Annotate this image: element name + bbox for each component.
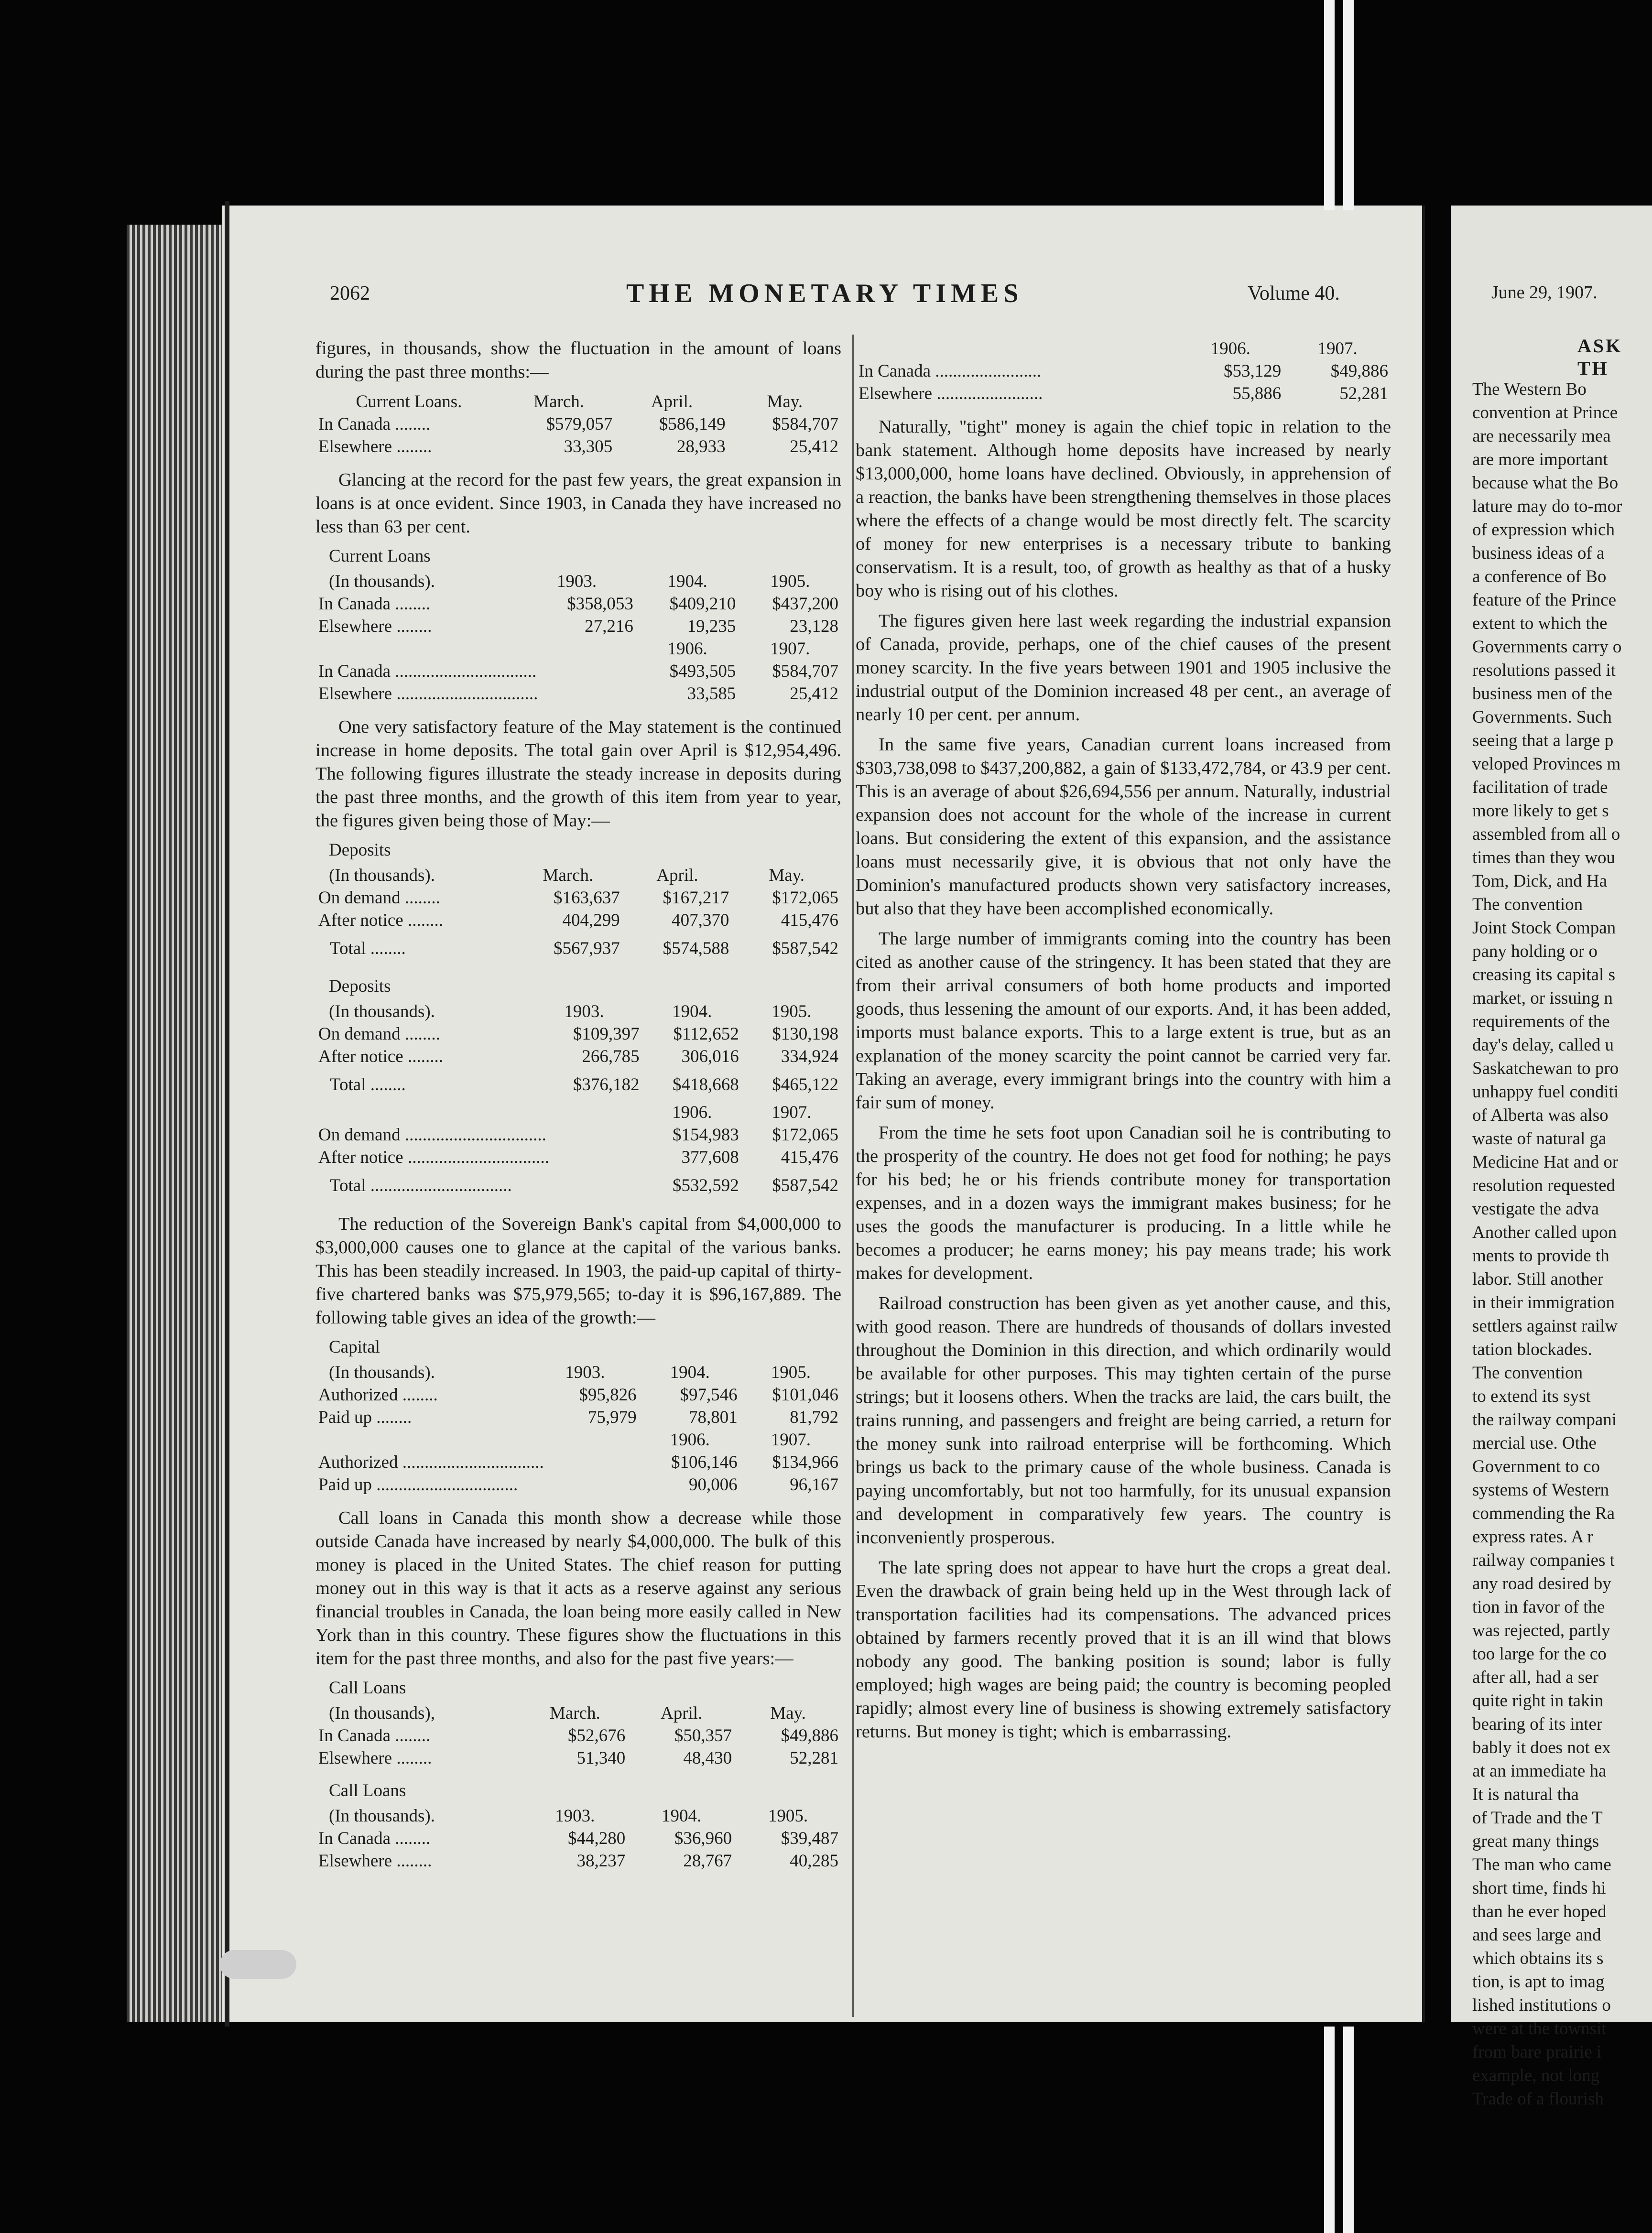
next-page-line: The convention [1472, 895, 1583, 914]
cell: $39,487 [781, 1829, 838, 1848]
cell: 51,340 [576, 1748, 626, 1768]
paragraph: The late spring does not appear to have hurt the crops a great deal. Even the drawback of grain being held up in the West through lack of transportation facilities had its compensations. The advanced prices obtained by farmers recently proved that it is an ill wind that blows nobody any good. The banking position is sound; labor is fully employed; high wages are being paid; the country is becoming peopled rapidly; almost every line of business is showing extremely satisfactory returns. But money is tight; which is embarrassing. [856, 1558, 1391, 1742]
table-label: (In thousands). [329, 1806, 435, 1826]
table-row [315, 1827, 841, 1850]
capital-table [315, 1361, 841, 1496]
cell: 38,237 [576, 1851, 626, 1871]
next-page-line: market, or issuing n [1472, 988, 1613, 1008]
cell: 52,281 [1339, 384, 1388, 403]
cell: $49,886 [781, 1726, 838, 1745]
table-row [315, 1747, 841, 1769]
cell: $579,057 [546, 414, 613, 434]
table-row [315, 909, 841, 932]
table-row [315, 413, 841, 435]
row-label: After notice ........ [318, 911, 443, 930]
next-page-line: more likely to get s [1472, 801, 1609, 821]
column-header: 1903. [556, 572, 597, 591]
next-page-line: any road desired by [1472, 1574, 1611, 1593]
cell: 25,412 [790, 437, 838, 456]
table-label: Call Loans [329, 1678, 406, 1698]
cell: $172,065 [772, 1125, 838, 1145]
table-row [315, 683, 841, 705]
cell: 415,476 [781, 911, 838, 930]
column-header: May. [770, 1703, 806, 1723]
cell: 377,608 [681, 1148, 739, 1167]
next-page-line: Joint Stock Compan [1472, 918, 1616, 938]
cell: $409,210 [669, 594, 736, 614]
table-row [315, 660, 841, 683]
cell: 25,412 [790, 684, 838, 704]
row-label: Total ........ [330, 938, 406, 958]
column-header: 1906. [670, 1430, 710, 1450]
row-label: Elsewhere ................................ [318, 684, 538, 704]
next-page-line: after all, had a ser [1472, 1668, 1598, 1687]
row-label: Paid up ................................ [318, 1475, 518, 1495]
cell: 415,476 [781, 1148, 838, 1167]
cell: $584,707 [772, 661, 838, 681]
page-fold [220, 1950, 296, 1979]
next-page-line: mercial use. Othe [1472, 1433, 1597, 1453]
row-label: Paid up ........ [318, 1408, 412, 1427]
cell: 33,305 [564, 437, 613, 456]
next-page-line: because what the Bo [1472, 473, 1619, 493]
cell: $465,122 [772, 1074, 838, 1095]
row-label: In Canada ........ [318, 414, 431, 434]
table-row [315, 615, 841, 638]
total-row [315, 1068, 841, 1101]
table-label: Call Loans [329, 1781, 406, 1800]
table-label: Current Loans [329, 546, 431, 566]
column-header: 1905. [770, 572, 810, 591]
next-page-line: are necessarily mea [1472, 426, 1611, 446]
table-row [315, 1023, 841, 1045]
table-row [315, 1474, 841, 1496]
table-row [315, 1451, 841, 1474]
column-header: 1907. [770, 639, 810, 659]
next-page-line: times than they wou [1472, 848, 1616, 867]
column-header: March. [533, 392, 584, 412]
cell: $574,588 [663, 938, 729, 958]
next-page-line: from bare prairie i [1472, 2042, 1602, 2062]
paragraph: Naturally, "tight" money is again the chief topic in relation to the bank statement. Although home deposits have increased by nearly $13,000,000, home loans have declined. Obviously, in apprehension of a reaction, the banks have been strengthening themselves in those places where the effects of a change would be most directly felt. The scarcity of money for new enterprises is a necessary tribute to banking conservatism. It is a result, too, of growth as healthy as that of a husky boy who is rising out of his clothes. [856, 417, 1391, 601]
paragraph: Railroad construction has been given as yet another cause, and this, with good reason. There are hundreds of thousands of dollars invested throughout the Dominion in this direction, and which ordinarily would be available for other purposes. This may tighten certain of the purse strings; but it loosens others. When the tracks are laid, the cars built, the trains running, and passengers and freight are being carried, a return for the money sunk into railroad enterprise will be forthcoming. Which brings us back to the primary cause of the whole business. Canada is paying uncomfortably, but not too harmfully, for its unusual expansion and development in comparatively few years. The country is inconveniently prosperous. [856, 1293, 1391, 1548]
next-page-column [1472, 378, 1652, 2111]
total-row [315, 1169, 841, 1202]
cell: $52,676 [567, 1726, 626, 1745]
cell: $49,886 [1330, 361, 1388, 381]
next-page-line: The man who came [1472, 1855, 1611, 1875]
cell: $106,146 [671, 1453, 738, 1472]
call-loans-1906-1907-table [856, 337, 1391, 405]
table-row [315, 1124, 841, 1146]
page-gutter [225, 201, 229, 2027]
cell: 52,281 [790, 1748, 838, 1768]
next-page-line: Medicine Hat and or [1472, 1152, 1619, 1172]
column-header: 1905. [772, 1002, 812, 1021]
row-label: In Canada ........................ [859, 361, 1042, 381]
cell: 48,430 [683, 1748, 732, 1768]
cell: 19,235 [687, 617, 736, 636]
row-label: Total ................................ [330, 1175, 512, 1195]
next-page-line: a conference of Bo [1472, 567, 1607, 586]
next-page-line: at an immediate ha [1472, 1761, 1607, 1781]
paragraph: One very satisfactory feature of the May statement is the continued increase in home deposits. The total gain over April is $12,954,496. The following figures illustrate the steady increase in deposits during the past three months, and the growth of this item from year to year, the figures given being those of May:— [315, 717, 841, 831]
cell: $112,652 [673, 1024, 739, 1044]
table-row [315, 435, 841, 458]
paragraph: From the time he sets foot upon Canadian soil he is contributing to the prosperity of the country. He does not get food for nothing; he pays for his bed; he or his friends contribute money for transportation expenses, and in a dozen ways the immigrant makes business; for he uses the goods the manufacturer is producing. In a little while he becomes a producer; he earns money; his pay means trade; his work makes for development. [856, 1123, 1391, 1283]
call-loans-monthly-table [315, 1702, 841, 1769]
cell: 90,006 [689, 1475, 738, 1495]
paragraph: Glancing at the record for the past few years, the great expansion in loans is at once evident. Since 1903, in Canada they have increased no less than 63 per cent. [315, 470, 841, 537]
paragraph: The reduction of the Sovereign Bank's capital from $4,000,000 to $3,000,000 causes one to glance at the capital of the various banks. This has been steadily increased. In 1903, the paid-up capital of thirty-five chartered banks was $75,979,565; to-day it is $96,167,889. The following table gives an idea of the growth:— [315, 1214, 841, 1328]
next-page-line: of Trade and the T [1472, 1808, 1603, 1828]
row-label: Authorized ................................ [318, 1453, 544, 1472]
next-page-line: labor. Still another [1472, 1269, 1604, 1289]
cell: $36,960 [674, 1829, 732, 1848]
next-page-line: quite right in takin [1472, 1691, 1604, 1711]
next-page-line: feature of the Prince [1472, 590, 1616, 610]
next-page-line: was rejected, partly [1472, 1621, 1610, 1640]
next-page-line: and sees large and [1472, 1925, 1601, 1945]
scan-bar [1343, 2027, 1354, 2233]
table-row [315, 593, 841, 615]
cell: $418,668 [673, 1074, 739, 1095]
row-label: In Canada ........ [318, 1726, 431, 1745]
cell: $376,182 [573, 1074, 640, 1095]
cell: 266,785 [582, 1047, 640, 1066]
next-page-line: great many things [1472, 1832, 1599, 1851]
row-label: Elsewhere ........................ [859, 384, 1043, 403]
column-header: April. [656, 866, 698, 885]
cell: $44,280 [567, 1829, 626, 1848]
next-page-line: day's delay, called u [1472, 1035, 1614, 1055]
call-loans-yearly-table [315, 1805, 841, 1872]
next-page-line: Government to co [1472, 1457, 1600, 1476]
column-header: 1907. [1317, 339, 1358, 358]
next-page-line: requirements of the [1472, 1012, 1610, 1031]
next-page-line: resolution requested [1472, 1176, 1615, 1195]
next-page-line: Another called upon [1472, 1223, 1617, 1242]
cell: $134,966 [772, 1453, 838, 1472]
next-page-line: Governments. Such [1472, 707, 1612, 727]
row-label: In Canada ................................ [318, 661, 537, 681]
cell: 33,585 [687, 684, 736, 704]
column-header: April. [660, 1703, 703, 1723]
row-label: On demand ................................ [318, 1125, 546, 1145]
cell: $358,053 [567, 594, 633, 614]
table-label: Capital [329, 1337, 380, 1357]
next-page-line: ments to provide th [1472, 1246, 1609, 1266]
table-row [315, 1850, 841, 1872]
next-page-line: The Western Bo [1472, 379, 1587, 399]
volume-label: Volume 40. [1248, 282, 1340, 304]
row-label: Total ........ [330, 1074, 406, 1095]
column-header: 1906. [667, 639, 707, 659]
paragraph: The large number of immigrants coming into the country has been cited as another cause of the stringency. It has been stated that they are from their arrival consumers of both home products and imported goods, thus lessening the amount of our exports. And, it has been added, imports must balance exports. This to a large extent is true, but as an explanation of the money scarcity the point cannot be carried very far. Taking an average, every immigrant brings into the country with him a fair sum of money. [856, 929, 1391, 1113]
next-page-line: convention at Prince [1472, 403, 1618, 423]
table-label: Deposits [329, 840, 391, 860]
next-page-line: of expression which [1472, 520, 1615, 540]
cell: 404,299 [562, 911, 620, 930]
cell: $101,046 [772, 1385, 838, 1405]
cell: $586,149 [659, 414, 726, 434]
next-page-line: settlers against railw [1472, 1316, 1618, 1336]
cell: $154,983 [673, 1125, 739, 1145]
next-page-line: lished institutions o [1472, 1995, 1611, 2015]
table-row [856, 382, 1391, 405]
column-header: March. [549, 1703, 600, 1723]
next-page-line: pany holding or o [1472, 942, 1598, 961]
row-label: Elsewhere ........ [318, 617, 432, 636]
cell: $567,937 [553, 938, 620, 958]
cell: $493,505 [669, 661, 736, 681]
scan-bar [1324, 2027, 1335, 2233]
cell: $50,357 [674, 1726, 732, 1745]
next-page-line: unhappy fuel conditi [1472, 1082, 1619, 1102]
right-column [856, 335, 1391, 1750]
column-rule [852, 335, 854, 2017]
next-page-line: business men of the [1472, 684, 1612, 704]
next-page-line: facilitation of trade [1472, 778, 1608, 797]
row-label: After notice ........ [318, 1047, 443, 1066]
next-page-line: The convention [1472, 1363, 1583, 1383]
row-label: In Canada ........ [318, 594, 431, 614]
deposits-monthly-table [315, 864, 841, 965]
column-header: 1903. [564, 1002, 604, 1021]
row-label: On demand ........ [318, 1024, 440, 1044]
cell: $172,065 [772, 888, 838, 908]
cell: $437,200 [772, 594, 838, 614]
scan-bar [1324, 0, 1335, 210]
paragraph: figures, in thousands, show the fluctuation in the amount of loans during the past three months:— [315, 338, 841, 382]
column-header: March. [543, 866, 594, 885]
column-header: 1904. [662, 1806, 702, 1826]
next-page-line: too large for the co [1472, 1644, 1607, 1664]
row-label: In Canada ........ [318, 1829, 431, 1848]
column-header: 1904. [672, 1002, 712, 1021]
next-page-line: waste of natural ga [1472, 1129, 1607, 1149]
table-label: (In thousands). [329, 1002, 435, 1021]
next-page-line: bably it does not ex [1472, 1738, 1611, 1757]
table-label: (In thousands). [329, 572, 435, 591]
next-page-line: which obtains its s [1472, 1949, 1604, 1968]
cell: 81,792 [790, 1408, 838, 1427]
next-page-line: Tom, Dick, and Ha [1472, 871, 1608, 891]
cell: $163,637 [553, 888, 620, 908]
next-page-line: tion in favor of the [1472, 1597, 1605, 1617]
column-header: 1903. [565, 1363, 605, 1382]
next-page-line: bearing of its inter [1472, 1714, 1603, 1734]
column-header: 1905. [768, 1806, 808, 1826]
next-page-line: Governments carry o [1472, 637, 1622, 657]
next-page-line: to extend its syst [1472, 1387, 1591, 1406]
cell: $53,129 [1223, 361, 1282, 381]
row-label: After notice ................................ [318, 1148, 549, 1167]
table-row [315, 1146, 841, 1169]
next-page-line: tation blockades. [1472, 1340, 1592, 1359]
next-page-title: ASK TH [1577, 335, 1623, 379]
next-page-line: of Alberta was also [1472, 1106, 1609, 1125]
table-row [315, 887, 841, 909]
column-header: 1905. [771, 1363, 811, 1382]
column-header: May. [767, 392, 803, 412]
cell: 407,370 [672, 911, 729, 930]
cell: 306,016 [681, 1047, 739, 1066]
table-row [315, 1406, 841, 1429]
column-header: 1906. [672, 1103, 712, 1122]
row-label: Authorized ........ [318, 1385, 438, 1405]
cell: $532,592 [673, 1175, 739, 1195]
next-page-line: in their immigration [1472, 1293, 1615, 1312]
book-page-edges [127, 225, 222, 2022]
column-header: 1904. [667, 572, 707, 591]
next-page-line: are more important [1472, 450, 1608, 469]
cell: $95,826 [579, 1385, 637, 1405]
cell: 75,979 [587, 1408, 637, 1427]
cell: 96,167 [790, 1475, 838, 1495]
table-row [315, 1724, 841, 1747]
next-page-line: It is natural tha [1472, 1785, 1579, 1804]
cell: 55,886 [1232, 384, 1282, 403]
row-label: Elsewhere ........ [318, 1851, 432, 1871]
column-header: 1907. [772, 1103, 812, 1122]
paragraph: In the same five years, Canadian current loans increased from $303,738,098 to $437,200,882, a gain of $133,472,784, or 43.9 per cent. This is an average of about $26,694,556 per annum. Naturally, industrial expansion does not account for the whole of the increase in current loans. But considering the extent of this expansion, and the assistance loans must necessarily give, it is obvious that not only have the Dominion's manufactured products shown very satisfactory increases, but also that they have been accomplished economically. [856, 735, 1391, 919]
column-header: 1904. [670, 1363, 710, 1382]
page-number: 2062 [330, 282, 370, 304]
next-page-line: tion, is apt to imag [1472, 1972, 1605, 1992]
cell: $130,198 [772, 1024, 838, 1044]
cell: $587,542 [772, 938, 838, 958]
next-page-line: systems of Western [1472, 1480, 1609, 1500]
paragraph: Call loans in Canada this month show a decrease while those outside Canada have increased by nearly $4,000,000. The bulk of this money is placed in the United States. The chief reason for putting money out in this way is that it acts as a reserve against any serious financial troubles in Canada, the loan being more easily called in New York than in this country. These figures show the fluctuations in this item for the past three months, and also for the past five years:— [315, 1508, 841, 1669]
next-page-line: business ideas of a [1472, 543, 1605, 563]
table-label: (In thousands). [329, 1363, 435, 1382]
table-label: Deposits [329, 976, 391, 996]
next-page-line: resolutions passed it [1472, 661, 1616, 680]
next-page-line: railway companies t [1472, 1550, 1615, 1570]
next-page-line: were at the townsit [1472, 2019, 1607, 2038]
table-label: (In thousands), [329, 1703, 435, 1723]
next-page-line: the railway compani [1472, 1410, 1617, 1430]
column-header: 1903. [555, 1806, 595, 1826]
next-page-line: Trade of a flourish [1472, 2089, 1604, 2109]
paragraph: The figures given here last week regarding the industrial expansion of Canada, provide, perhaps, one of the chief causes of the present money scarcity. In the five years between 1901 and 1905 inclusive the industrial output of the Dominion increased 48 per cent., an average of nearly 10 per cent. per annum. [856, 611, 1391, 725]
table-row [315, 1045, 841, 1068]
left-column [315, 337, 841, 1883]
table-label: (In thousands). [329, 866, 435, 885]
next-page-line: vestigate the adva [1472, 1199, 1599, 1219]
row-label: Elsewhere ........ [318, 437, 432, 456]
next-page-line: extent to which the [1472, 614, 1608, 633]
next-page-line: commending the Ra [1472, 1504, 1615, 1523]
next-page-date: June 29, 1907. [1491, 282, 1598, 303]
journal-title: THE MONETARY TIMES [626, 279, 1023, 308]
cell: 28,767 [683, 1851, 732, 1871]
next-page-line: short time, finds hi [1472, 1878, 1606, 1898]
column-header: 1906. [1210, 339, 1250, 358]
cell: $584,707 [772, 414, 838, 434]
next-page-line: express rates. A r [1472, 1527, 1593, 1547]
next-page-line: than he ever hoped [1472, 1902, 1607, 1921]
cell: $109,397 [573, 1024, 640, 1044]
cell: 28,933 [676, 437, 726, 456]
column-header: May. [769, 866, 804, 885]
next-page-line: creasing its capital s [1472, 965, 1615, 985]
column-header: 1907. [771, 1430, 811, 1450]
total-row [315, 932, 841, 965]
row-label: On demand ........ [318, 888, 440, 908]
next-page-line: assembled from all o [1472, 824, 1620, 844]
cell: 27,216 [585, 617, 633, 636]
cell: 40,285 [790, 1851, 838, 1871]
next-page-line: Saskatchewan to pro [1472, 1059, 1619, 1078]
next-page-line: lature may do to-mor [1472, 497, 1622, 516]
deposits-yearly-table [315, 1000, 841, 1202]
column-header: April. [651, 392, 693, 412]
cell: 334,924 [781, 1047, 838, 1066]
column-header: Current Loans. [356, 392, 462, 412]
next-page-line: example, not long [1472, 2066, 1600, 2085]
cell: $587,542 [772, 1175, 838, 1195]
cell: 78,801 [689, 1408, 738, 1427]
cell: $97,546 [680, 1385, 738, 1405]
current-loans-monthly-table [315, 390, 841, 458]
cell: 23,128 [790, 617, 838, 636]
table-row [315, 1384, 841, 1406]
next-page-line: veloped Provinces m [1472, 754, 1621, 774]
cell: $167,217 [663, 888, 729, 908]
current-loans-yearly-table [315, 570, 841, 705]
next-page-line: seeing that a large p [1472, 731, 1614, 750]
row-label: Elsewhere ........ [318, 1748, 432, 1768]
scan-bar [1343, 0, 1354, 210]
table-row [856, 360, 1391, 382]
